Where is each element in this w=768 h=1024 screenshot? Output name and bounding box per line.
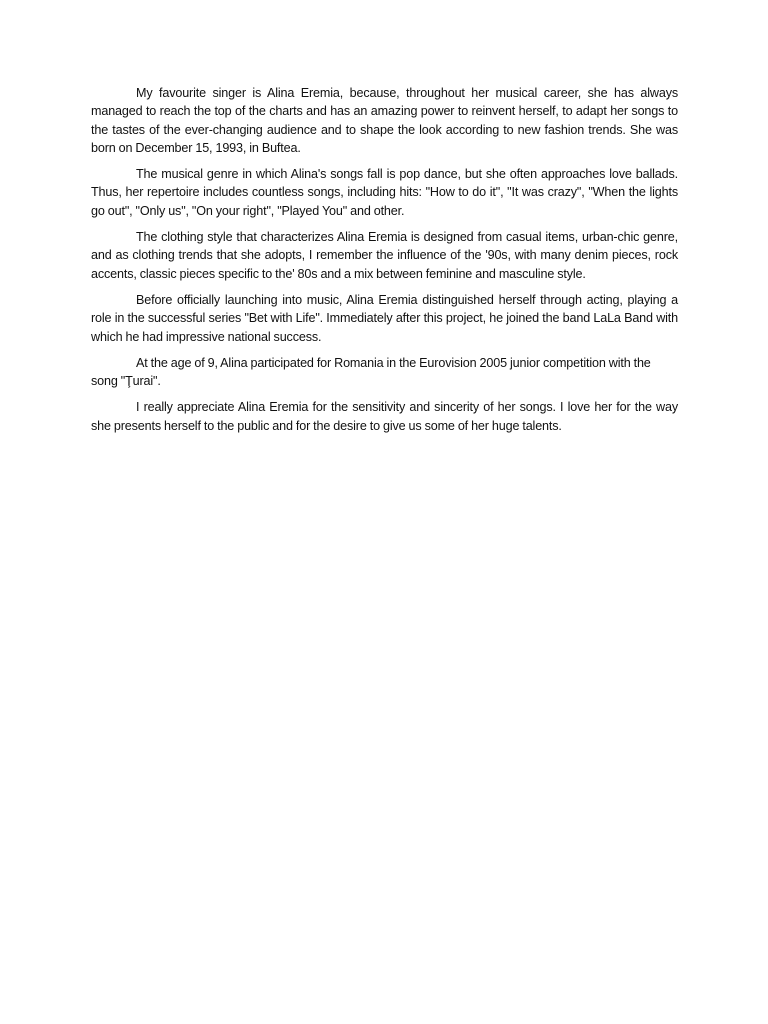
paragraph-conclusion: I really appreciate Alina Eremia for the sensitivity and sincerity of her songs. I love her for the way she presents herself to the public and for the desire to give us some of her huge talents. bbox=[91, 400, 678, 433]
paragraph-eurovision: At the age of 9, Alina participated for Romania in the Eurovision 2005 junior competition with the song "Ţurai". bbox=[91, 355, 651, 389]
paragraph-musical-genre: The musical genre in which Alina's songs fall is pop dance, but she often approaches love ballads. Thus, her repertoire includes countless songs, including hits: "How to do it", "It was crazy", "When the lights go out", "Only us", "On your right", "Played You" and other. bbox=[91, 167, 678, 218]
paragraph-acting-career: Before officially launching into music, Alina Eremia distinguished herself through acting, playing a role in the successful series "Bet with Life". Immediately after this project, he joined the band LaLa Band with which he had impressive national success. bbox=[91, 292, 678, 344]
paragraph-intro: My favourite singer is Alina Eremia, because, throughout her musical career, she has always managed to reach the top of the charts and has an amazing power to reinvent herself, to adapt her songs to the tastes of the ever-changing audience and to shape the look according to new fashion trends. She was born on December 15, 1993, in Buftea. bbox=[91, 86, 678, 155]
document-body bbox=[91, 84, 678, 443]
paragraph-clothing-style: The clothing style that characterizes Alina Eremia is designed from casual items, urban-chic genre, and as clothing trends that she adopts, I remember the influence of the '90s, with many denim pieces, rock accents, classic pieces specific to the' 80s and a mix between feminine and masculine style. bbox=[91, 230, 678, 281]
